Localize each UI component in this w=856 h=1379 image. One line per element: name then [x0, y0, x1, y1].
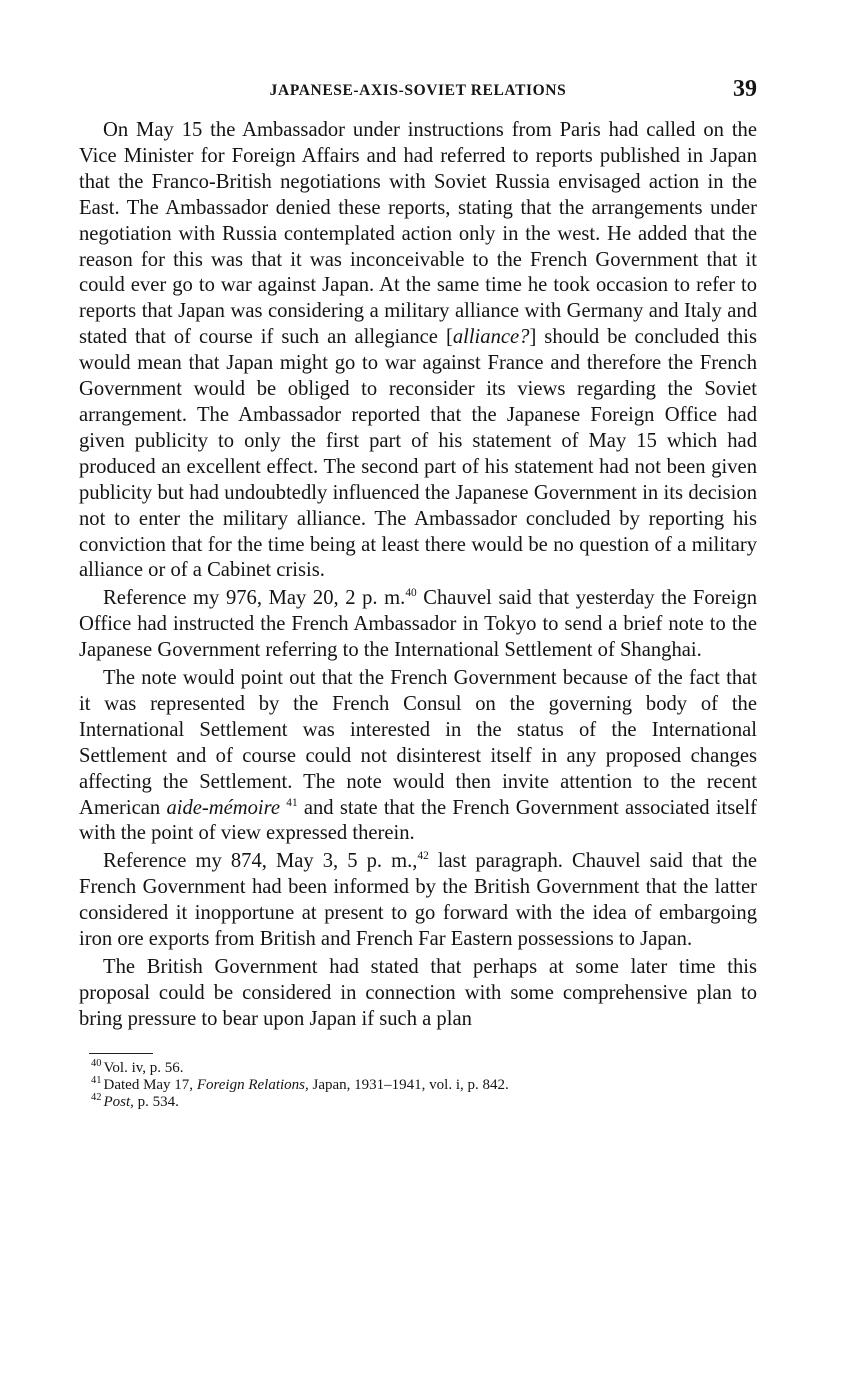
body-text [79, 118, 757, 1033]
paragraph-text: last paragraph. Chauvel said that the French Government had been informed by the British Government that the latter considered it inopportune at present to go forward with the idea of embargoing iron ore exports from British and French Far Eastern possessions to Japan. [79, 850, 757, 951]
footnote-number: 41 [91, 1074, 102, 1086]
footnote-text: p. 534. [133, 1093, 179, 1110]
footnote-ref: 42 [417, 850, 429, 863]
paragraph-text: Reference my 976, May 20, 2 p. m. [103, 587, 406, 610]
footnote [91, 1091, 757, 1111]
footnote-text: Dated May 17, [103, 1076, 197, 1093]
paragraph [79, 586, 757, 664]
italic-term: aide-mémoire [166, 796, 281, 819]
footnote-number: 42 [91, 1091, 102, 1103]
footnote-text: Vol. iv, p. 56. [103, 1059, 184, 1076]
paragraph [79, 666, 757, 847]
paragraph-text: The British Government had stated that perhaps at some later time this proposal could be considered in connection with some comprehensive plan to bring pressure to bear upon Japan if such a plan [79, 956, 757, 1030]
footnote-divider [89, 1053, 153, 1054]
footnote-ref: 40 [405, 587, 417, 600]
paragraph [79, 849, 757, 953]
running-head [79, 78, 757, 108]
footnotes [79, 1057, 757, 1111]
editorial-bracket-note: alliance? [452, 326, 530, 349]
paragraph-text: should be concluded this would mean that Japan might go to war against France and therefore the French Government would be obliged to reconsider its views regarding the Soviet arrangement. The Ambassador reported that the Japanese Foreign Office had given publicity to only the first part of his statement of May 15 which had produced an excellent effect. The second part of his statement had not been given publicity but had undoubtedly influenced the Japanese Government in its decision not to enter the military alliance. The Ambassador concluded by reporting his conviction that for the time being at least there would be no question of a military alliance or of a Cabinet crisis. [79, 326, 758, 582]
paragraph: On May 15 the Ambassador under instructions from Paris had called on the Vice Minister for Foreign Affairs and had referred to reports published in Japan that the Franco-British negotiations with Soviet Russia envisaged action in the East. The Ambassador denied these reports, stating that the arrangements under negotiation with Russia contemplated action only in the west. He added that the reason for this was that it was inconceivable to the French Government that it could ever go to war against Japan. At the same time he took occasion to refer to reports that Japan was considering a military alliance with Germany and Italy and stated that of course if such an allegiance [alliance?] should be concluded this would mean that Japan might go to war against France and therefore the French Government would be obliged to reconsider its views regarding the Soviet arrangement. The Ambassador reported that the Japanese Foreign Office had given publicity to only the first part of his statement of May 15 which had produced an excellent effect. The second part of his statement had not been given publicity but had undoubtedly influenced the Japanese Government in its decision not to enter the military alliance. The Ambassador concluded by reporting his conviction that for the time being at least there would be no question of a military alliance or of a Cabinet crisis. [79, 119, 758, 582]
footnote-number: 40 [91, 1057, 102, 1069]
paragraph-text: On May 15 the Ambassador under instructions from Paris had called on the Vice Minister for Foreign Affairs and had referred to reports published in Japan that the Franco-British negotiations with Soviet Russia envisaged action in the East. The Ambassador denied these reports, stating that the arrangements under negotiation with Russia contemplated action only in the west. He added that the reason for this was that it was inconceivable to the French Government that it could ever go to war against Japan. At the same time he took occasion to refer to reports that Japan was considering a military alliance with Germany and Italy and stated that of course if such an allegiance [79, 119, 757, 349]
running-title: JAPANESE-AXIS-SOVIET RELATIONS [269, 82, 567, 99]
paragraph-text: The note would point out that the French Government because of the fact that it was represented by the French Consul on the governing body of the International Settlement was interested in the status of the International Settlement and of course could not disinterest itself in any proposed changes affecting the Settlement. The note would then invite attention to the recent American [79, 667, 757, 819]
footnote-italic: Post, [103, 1093, 134, 1110]
footnote-text: Japan, 1931–1941, vol. i, p. 842. [308, 1076, 509, 1093]
footnote [91, 1057, 757, 1077]
footnote-ref: 41 [286, 796, 298, 809]
page-number: 39 [733, 76, 757, 102]
paragraph-text: Reference my 874, May 3, 5 p. m., [103, 850, 418, 873]
paragraph-text: and state that the French Government associated itself with the point of view expressed therein. [79, 796, 757, 845]
paragraph-text: Chauvel said that yesterday the Foreign Office had instructed the French Ambassador in Tokyo to send a brief note to the Japanese Government referring to the International Settlement of Shanghai. [79, 587, 757, 662]
document-page [79, 78, 757, 1111]
footnote [91, 1074, 757, 1094]
footnote-italic: Foreign Relations, [196, 1076, 309, 1093]
paragraph [79, 955, 757, 1033]
